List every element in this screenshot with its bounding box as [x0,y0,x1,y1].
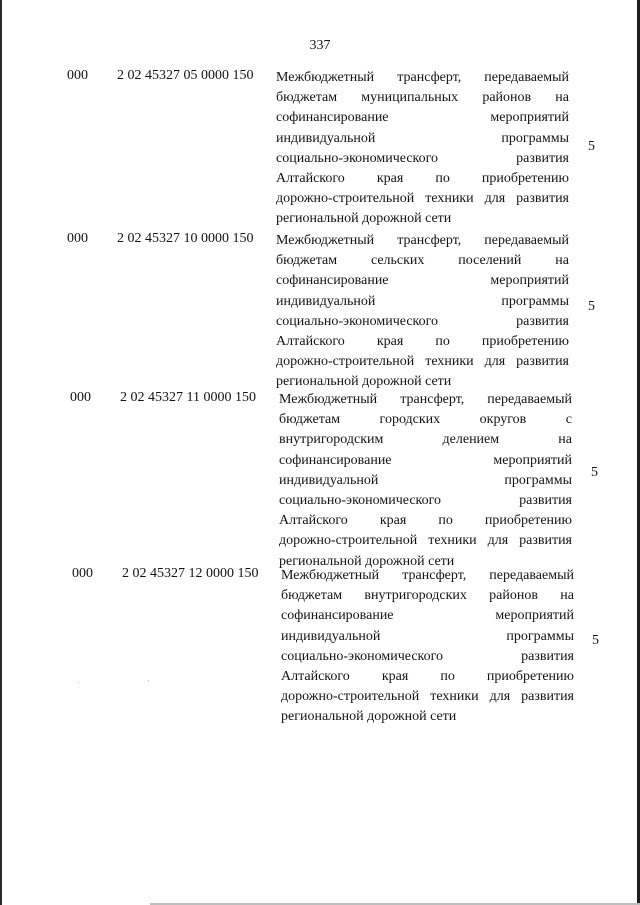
description-line: бюджетам городских округов с [279,412,572,428]
row-description [279,390,572,572]
description-line: индивидуальной программы [276,293,569,309]
row-description [276,231,569,393]
description-line: софинансирование мероприятий [281,608,574,624]
description-line: социально-экономического развития [276,313,569,329]
description-line: Межбюджетный трансферт, передаваемый [279,392,572,407]
description-line: Алтайского края по приобретению [276,333,569,349]
description-line: софинансирование мероприятий [279,452,572,468]
description-line: дорожно-строительной техники для развития [276,191,569,207]
description-line: Межбюджетный трансферт, передаваемый [276,70,569,85]
description-line: бюджетам муниципальных районов на [276,90,569,106]
description-line: дорожно-строительной техники для развития [276,354,569,370]
kbk-code: 2 02 45327 11 0000 150 [120,390,256,405]
description-line: Алтайского края по приобретению [276,170,569,186]
admin-code: 000 [70,390,91,405]
description-line: Алтайского края по приобретению [279,513,572,529]
page-edge-left [0,0,2,905]
description-line: Межбюджетный трансферт, передаваемый [276,233,569,248]
page-number: 337 [309,38,331,53]
description-line: индивидуальной программы [279,472,572,488]
row-description [276,68,569,230]
kbk-code: 2 02 45327 05 0000 150 [117,68,254,83]
description-line: индивидуальной программы [276,130,569,146]
description-line: региональной дорожной сети [276,374,452,390]
description-line: социально-экономического развития [279,492,572,508]
description-line: бюджетам сельских поселений на [276,253,569,269]
kbk-code: 2 02 45327 10 0000 150 [117,231,254,246]
description-line: бюджетам внутригородских районов на [281,588,574,604]
kbk-code: 2 02 45327 12 0000 150 [122,566,259,581]
admin-code: 000 [72,566,93,581]
row-value: 5 [591,465,598,480]
admin-code: 000 [67,68,88,83]
admin-code: 000 [67,231,88,246]
row-value: 5 [588,139,595,154]
description-line: индивидуальной программы [281,628,574,644]
row-value: 5 [592,633,599,648]
description-line: софинансирование мероприятий [276,110,569,126]
description-line: социально-экономического развития [281,648,574,664]
row-description [281,566,574,728]
description-line: региональной дорожной сети [276,211,452,227]
description-line: Межбюджетный трансферт, передаваемый [281,568,574,583]
description-line: региональной дорожной сети [281,709,457,725]
description-line: дорожно-строительной техники для развития [279,533,572,549]
description-line: региональной дорожной сети [279,553,455,569]
scan-speck [148,680,149,681]
description-line: внутригородским делением на [279,432,572,448]
description-line: софинансирование мероприятий [276,273,569,289]
description-line: социально-экономического развития [276,150,569,166]
scan-speck [78,682,79,683]
row-value: 5 [588,299,595,314]
description-line: дорожно-строительной техники для развития [281,689,574,705]
description-line: Алтайского края по приобретению [281,668,574,684]
